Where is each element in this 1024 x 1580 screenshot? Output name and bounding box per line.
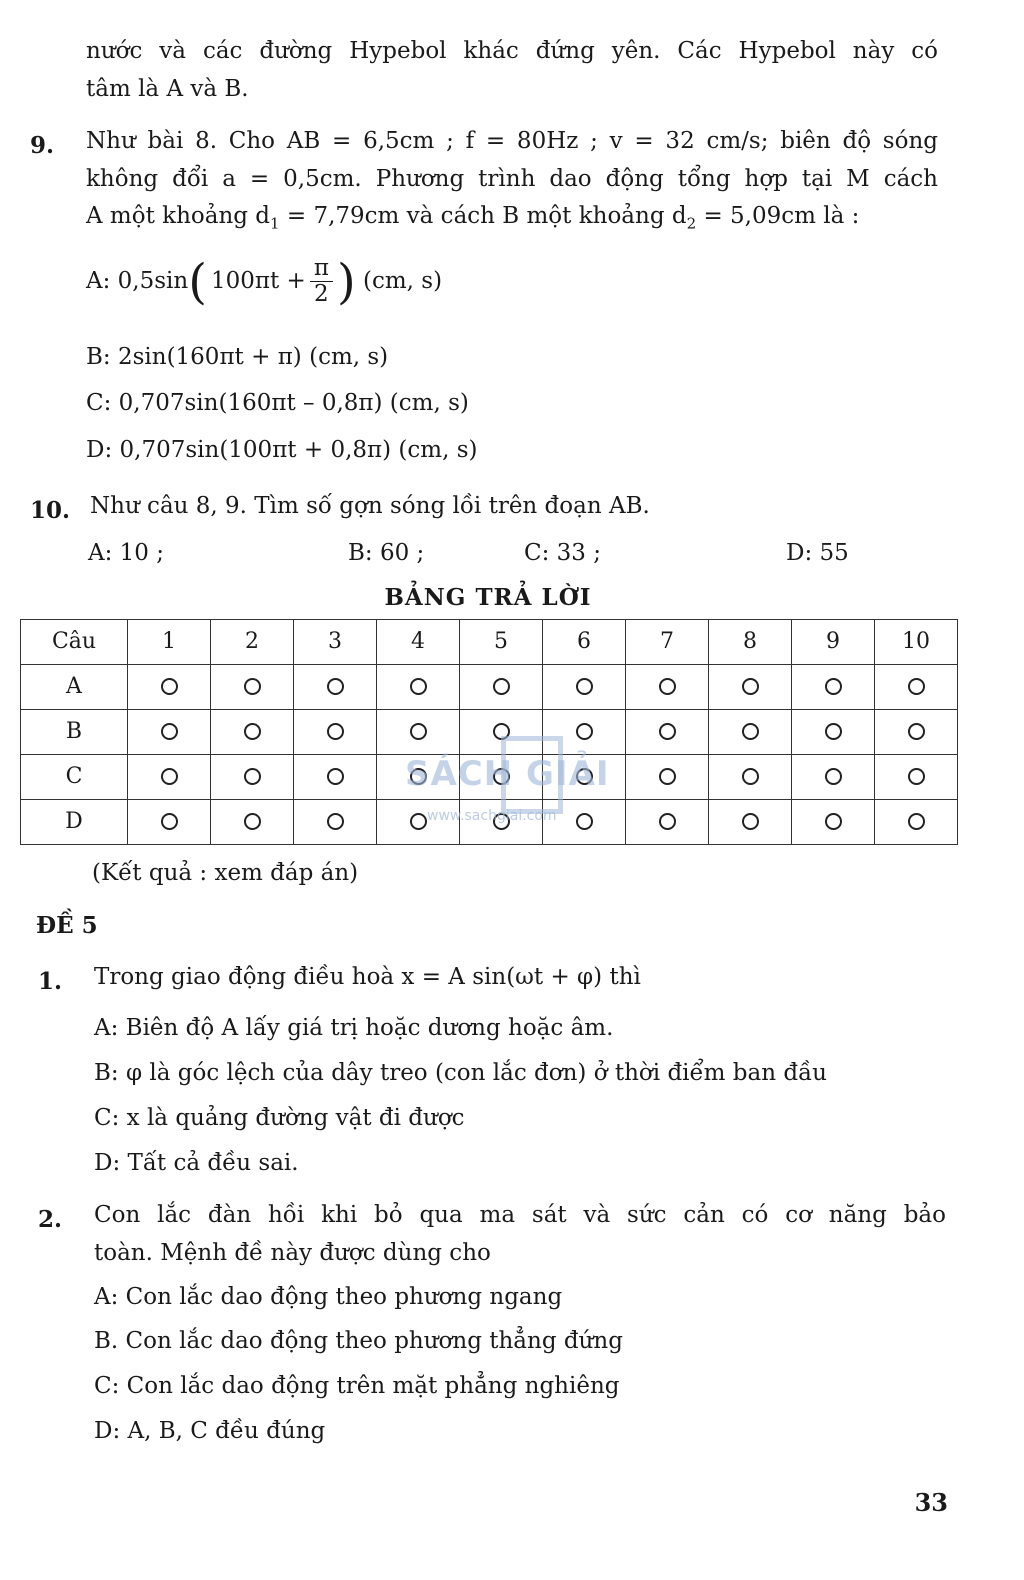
d2-subscript: 2 xyxy=(686,214,697,233)
answer-cell[interactable] xyxy=(792,710,875,755)
answer-cell[interactable] xyxy=(709,710,792,755)
answer-cell[interactable] xyxy=(211,755,294,800)
watermark xyxy=(405,736,615,826)
question-9-line-3 xyxy=(86,203,859,233)
answer-cell[interactable] xyxy=(626,755,709,800)
answer-bubble-icon[interactable] xyxy=(659,768,676,785)
answer-cell[interactable] xyxy=(709,755,792,800)
header-cell-question-6: 6 xyxy=(543,620,626,665)
answer-cell[interactable] xyxy=(792,755,875,800)
de5-question-1-number: 1. xyxy=(38,968,63,995)
answer-table-header-row xyxy=(21,620,958,665)
section-title-de-5: ĐỀ 5 xyxy=(36,912,98,939)
row-label: B xyxy=(21,710,128,755)
answer-bubble-icon[interactable] xyxy=(410,678,427,695)
answer-bubble-icon[interactable] xyxy=(327,768,344,785)
de5-question-2-option-a: A: Con lắc dao động theo phương ngang xyxy=(94,1284,563,1310)
answer-bubble-icon[interactable] xyxy=(327,723,344,740)
d1-subscript: 1 xyxy=(270,214,280,233)
question-10-option-b: B: 60 ; xyxy=(348,540,425,566)
answer-bubble-icon[interactable] xyxy=(825,813,842,830)
right-paren: ) xyxy=(336,253,356,310)
answer-cell[interactable] xyxy=(294,665,377,710)
answer-bubble-icon[interactable] xyxy=(576,678,593,695)
answer-cell[interactable] xyxy=(875,800,958,845)
answer-cell[interactable] xyxy=(294,755,377,800)
page-number: 33 xyxy=(914,1488,948,1517)
answer-bubble-icon[interactable] xyxy=(244,723,261,740)
watermark-text: SÁCH GIẢI xyxy=(405,754,610,794)
answer-cell[interactable] xyxy=(128,800,211,845)
de5-question-1-option-d: D: Tất cả đều sai. xyxy=(94,1150,299,1176)
question-9-line-3-part-a: A một khoảng d xyxy=(86,203,271,229)
question-9-line-2: không đổi a = 0,5cm. Phương trình dao động tổng hợp tại M cách xyxy=(86,166,938,192)
question-9-number: 9. xyxy=(30,132,55,159)
answer-bubble-icon[interactable] xyxy=(327,813,344,830)
header-cell-question-5: 5 xyxy=(460,620,543,665)
header-cell-question-10: 10 xyxy=(875,620,958,665)
answer-cell[interactable] xyxy=(294,800,377,845)
answer-bubble-icon[interactable] xyxy=(908,678,925,695)
header-cell-question-7: 7 xyxy=(626,620,709,665)
fraction-denominator: 2 xyxy=(314,281,329,308)
question-10-option-d: D: 55 xyxy=(786,540,849,566)
watermark-url: www.sachgiai.com xyxy=(427,808,557,824)
question-9-line-3-part-b: = 7,79cm và cách B một khoảng d xyxy=(279,203,687,229)
answer-bubble-icon[interactable] xyxy=(742,813,759,830)
answer-cell[interactable] xyxy=(792,800,875,845)
answer-bubble-icon[interactable] xyxy=(327,678,344,695)
question-10-option-c: C: 33 ; xyxy=(524,540,601,566)
answer-bubble-icon[interactable] xyxy=(659,678,676,695)
answer-bubble-icon[interactable] xyxy=(825,723,842,740)
answer-bubble-icon[interactable] xyxy=(659,723,676,740)
header-cell-question-3: 3 xyxy=(294,620,377,665)
answer-cell[interactable] xyxy=(211,710,294,755)
answer-cell[interactable] xyxy=(211,800,294,845)
answer-cell[interactable] xyxy=(543,665,626,710)
row-label: C xyxy=(21,755,128,800)
answer-table-title: BẢNG TRẢ LỜI xyxy=(384,584,592,611)
fraction-numerator: π xyxy=(310,256,333,282)
answer-bubble-icon[interactable] xyxy=(493,678,510,695)
answer-bubble-icon[interactable] xyxy=(244,678,261,695)
answer-cell[interactable] xyxy=(709,800,792,845)
question-10-option-a: A: 10 ; xyxy=(88,540,164,566)
de5-question-2-option-c: C: Con lắc dao động trên mặt phẳng nghiêng xyxy=(94,1373,620,1399)
row-label: A xyxy=(21,665,128,710)
header-cell-question-9: 9 xyxy=(792,620,875,665)
left-paren: ( xyxy=(188,253,207,310)
intro-line-1: nước và các đường Hypebol khác đứng yên. Các Hypebol này có xyxy=(86,38,938,64)
de5-question-1-option-a: A: Biên độ A lấy giá trị hoặc dương hoặc âm. xyxy=(94,1015,614,1041)
de5-question-2-option-b: B. Con lắc dao động theo phương thẳng đứng xyxy=(94,1328,623,1354)
answer-cell[interactable] xyxy=(875,710,958,755)
answer-bubble-icon[interactable] xyxy=(161,723,178,740)
de5-question-1-option-c: C: x là quảng đường vật đi được xyxy=(94,1105,465,1131)
answer-cell[interactable] xyxy=(128,665,211,710)
de5-question-2-number: 2. xyxy=(38,1206,63,1233)
header-cell-cau: Câu xyxy=(21,620,128,665)
header-cell-question-1: 1 xyxy=(128,620,211,665)
answer-bubble-icon[interactable] xyxy=(908,768,925,785)
question-10-number: 10. xyxy=(30,497,71,524)
de5-question-1-text: Trong giao động điều hoà x = A sin(ωt + φ) thì xyxy=(94,964,641,990)
option-a-inner: 100πt + xyxy=(210,268,306,294)
answer-bubble-icon[interactable] xyxy=(908,813,925,830)
question-9-option-a xyxy=(86,253,443,310)
answer-bubble-icon[interactable] xyxy=(908,723,925,740)
answer-bubble-icon[interactable] xyxy=(742,723,759,740)
answer-cell[interactable] xyxy=(709,665,792,710)
answer-bubble-icon[interactable] xyxy=(825,768,842,785)
header-cell-question-8: 8 xyxy=(709,620,792,665)
pi-over-2-fraction xyxy=(310,256,333,308)
answer-bubble-icon[interactable] xyxy=(244,768,261,785)
de5-question-2-option-d: D: A, B, C đều đúng xyxy=(94,1418,326,1444)
de5-question-2-line-2: toàn. Mệnh đề này được dùng cho xyxy=(94,1240,491,1266)
answer-cell[interactable] xyxy=(460,665,543,710)
row-label: D xyxy=(21,800,128,845)
header-cell-question-4: 4 xyxy=(377,620,460,665)
question-10-text: Như câu 8, 9. Tìm số gợn sóng lồi trên đoạn AB. xyxy=(90,493,650,519)
answer-cell[interactable] xyxy=(626,710,709,755)
answer-cell[interactable] xyxy=(626,800,709,845)
answer-cell[interactable] xyxy=(792,665,875,710)
answer-cell[interactable] xyxy=(211,665,294,710)
answer-row-a xyxy=(21,665,958,710)
answer-cell[interactable] xyxy=(294,710,377,755)
answer-table-note: (Kết quả : xem đáp án) xyxy=(92,860,359,886)
intro-line-2: tâm là A và B. xyxy=(86,76,249,102)
answer-bubble-icon[interactable] xyxy=(161,678,178,695)
question-9-option-b: B: 2sin(160πt + π) (cm, s) xyxy=(86,344,389,370)
answer-cell[interactable] xyxy=(626,665,709,710)
answer-cell[interactable] xyxy=(875,755,958,800)
answer-cell[interactable] xyxy=(875,665,958,710)
question-9-option-d: D: 0,707sin(100πt + 0,8π) (cm, s) xyxy=(86,437,478,463)
option-a-prefix: A: 0,5sin xyxy=(86,268,189,294)
header-cell-question-2: 2 xyxy=(211,620,294,665)
answer-cell[interactable] xyxy=(128,755,211,800)
de5-question-2-line-1: Con lắc đàn hồi khi bỏ qua ma sát và sức cản có cơ năng bảo xyxy=(94,1202,946,1228)
option-a-unit: (cm, s) xyxy=(355,268,443,294)
question-9-line-1: Như bài 8. Cho AB = 6,5cm ; f = 80Hz ; v = 32 cm/s; biên độ sóng xyxy=(86,128,938,154)
question-9-option-c: C: 0,707sin(160πt – 0,8π) (cm, s) xyxy=(86,390,469,416)
answer-bubble-icon[interactable] xyxy=(825,678,842,695)
answer-bubble-icon[interactable] xyxy=(244,813,261,830)
answer-bubble-icon[interactable] xyxy=(161,768,178,785)
answer-bubble-icon[interactable] xyxy=(742,768,759,785)
answer-bubble-icon[interactable] xyxy=(742,678,759,695)
question-9-line-3-part-c: = 5,09cm là : xyxy=(696,203,860,229)
de5-question-1-option-b: B: φ là góc lệch của dây treo (con lắc đơn) ở thời điểm ban đầu xyxy=(94,1060,827,1086)
answer-bubble-icon[interactable] xyxy=(161,813,178,830)
answer-bubble-icon[interactable] xyxy=(659,813,676,830)
answer-cell[interactable] xyxy=(128,710,211,755)
answer-cell[interactable] xyxy=(377,665,460,710)
